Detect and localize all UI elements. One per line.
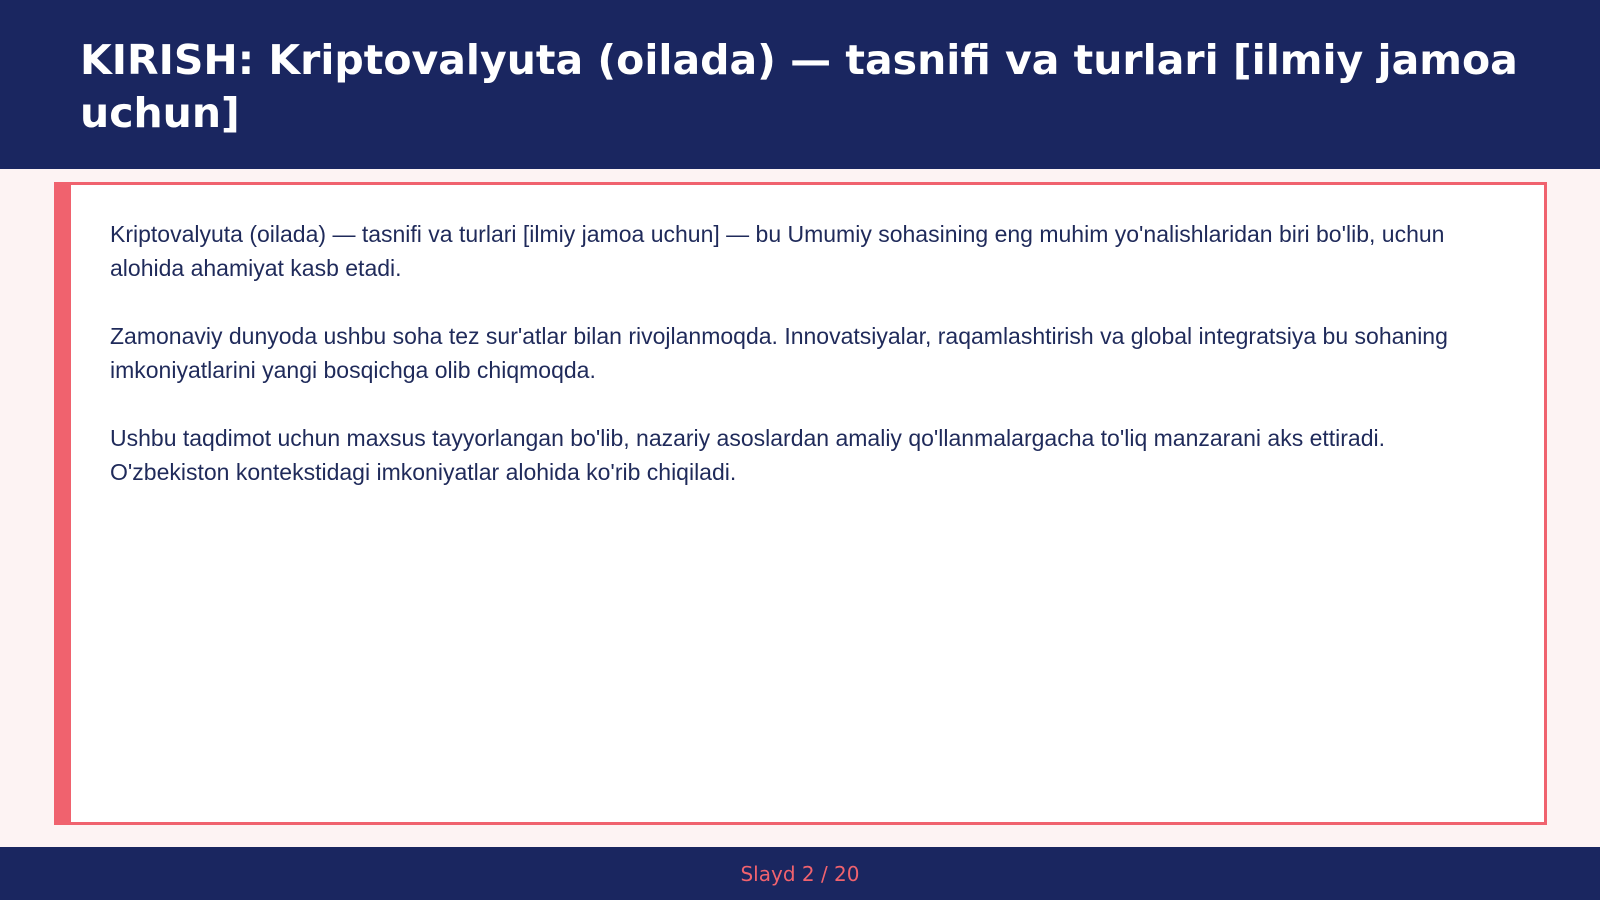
slide-title: KIRISH: Kriptovalyuta (oilada) — tasnifi va turlari [ilmiy jamoa uchun] (80, 36, 1518, 137)
modern-world-paragraph: Zamonaviy dunyoda ushbu soha tez sur'atlar bilan rivojlanmoqda. Innovatsiyalar, raqamlashtirish va global integratsiya bu sohaning imkoniyatlarini yangi bosqichga olib chiqmoqda. (110, 323, 1448, 383)
slide-header (0, 0, 1600, 169)
content-panel (54, 182, 1547, 825)
slide-counter: Slayd 2 / 20 (740, 861, 860, 886)
presentation-purpose-paragraph: Ushbu taqdimot uchun maxsus tayyorlangan bo'lib, nazariy asoslardan amaliy qo'llanmalargacha to'liq manzarani aks ettiradi. O'zbekiston kontekstidagi imkoniyatlar alohida ko'rib chiqiladi. (110, 425, 1386, 485)
intro-paragraph: Kriptovalyuta (oilada) — tasnifi va turlari [ilmiy jamoa uchun] — bu Umumiy sohasining eng muhim yo'nalishlaridan biri bo'lib, uchun alohida ahamiyat kasb etadi. (110, 221, 1445, 281)
slide-footer (0, 847, 1600, 900)
